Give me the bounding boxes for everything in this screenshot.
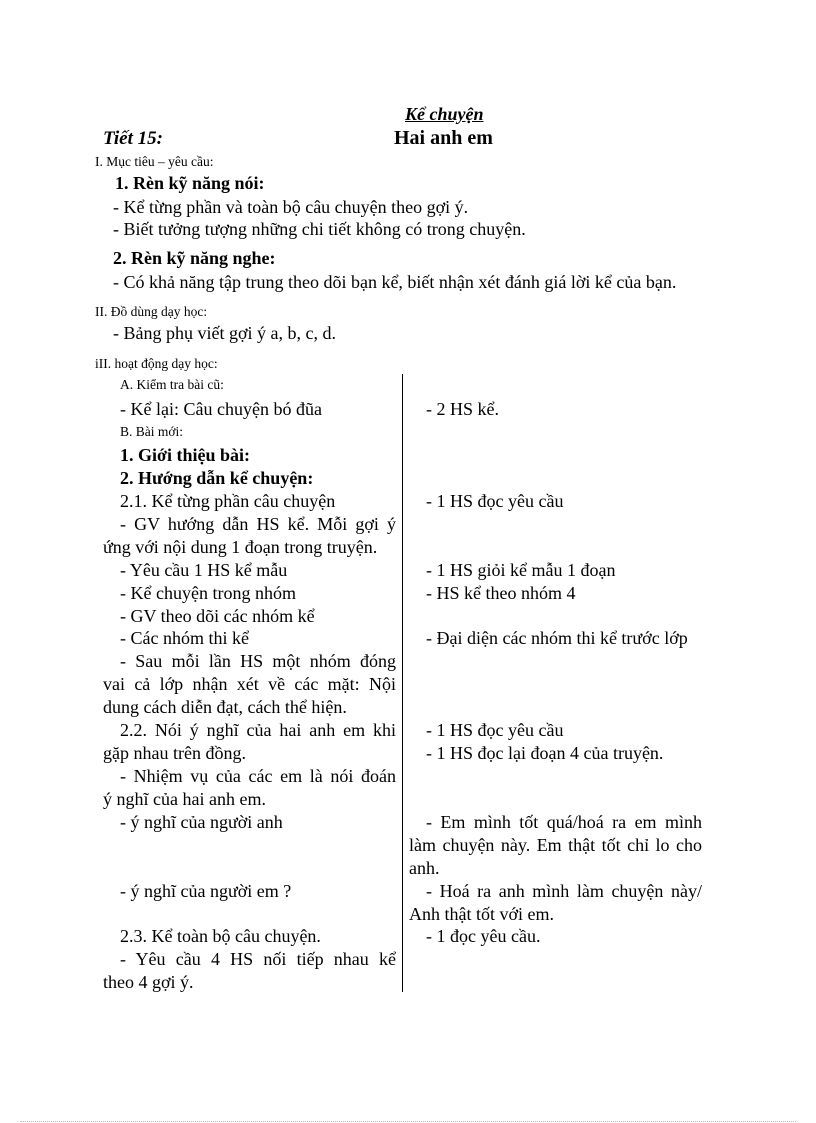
part-b-heading: B. Bài mới: <box>120 424 184 439</box>
left-heading-1: 1. Giới thiệu bài: <box>120 445 250 465</box>
left-line: gặp nhau trên đồng. <box>103 743 246 763</box>
left-line: - Yêu cầu 1 HS kể mẫu <box>120 560 288 580</box>
left-line: - Kể lại: Câu chuyện bó đũa <box>120 399 322 419</box>
right-line: Anh thật tốt với em. <box>409 904 555 924</box>
column-divider <box>402 374 403 992</box>
right-line: - 1 HS giỏi kể mẫu 1 đoạn <box>426 560 616 580</box>
page-title: Hai anh em <box>394 127 493 149</box>
section-1-sub-1: 1. Rèn kỹ năng nói: <box>115 173 265 193</box>
left-line: - Kể chuyện trong nhóm <box>120 583 296 603</box>
section-1-heading: I. Mục tiêu – yêu cầu: <box>95 154 214 169</box>
section-1-item: - Biết tưởng tượng những chi tiết không có trong chuyện. <box>113 219 526 239</box>
left-line: - ý nghĩ của người em ? <box>120 881 292 901</box>
left-line: 2.1. Kể từng phần câu chuyện <box>120 491 336 511</box>
right-line: - HS kể theo nhóm 4 <box>426 583 576 603</box>
right-line: - Em mình tốt quá/hoá ra em mình <box>426 812 702 832</box>
left-line: - Các nhóm thi kể <box>120 628 249 648</box>
left-line: dung cách diễn đạt, cách thể hiện. <box>103 697 347 717</box>
right-line: - 1 đọc yêu cầu. <box>426 926 541 946</box>
right-line: - 1 HS đọc yêu cầu <box>426 720 564 740</box>
left-heading-2: 2. Hướng dẫn kể chuyện: <box>120 468 314 488</box>
right-line: - 2 HS kể. <box>426 399 499 419</box>
part-a-heading: A. Kiểm tra bài cũ: <box>120 377 224 392</box>
left-line: ứng với nội dung 1 đoạn trong truyện. <box>103 537 378 557</box>
section-1-sub-2: 2. Rèn kỹ năng nghe: <box>113 248 276 268</box>
left-line: - Sau mỗi lần HS một nhóm đóng <box>120 651 396 671</box>
page-bottom-edge <box>20 1121 796 1122</box>
left-line: - GV hướng dẫn HS kể. Mỗi gợi ý <box>120 514 396 534</box>
section-1-item: - Kể từng phần và toàn bộ câu chuyện theo gợi ý. <box>113 197 469 217</box>
right-line: - Đại diện các nhóm thi kể trước lớp <box>426 628 688 648</box>
right-line: - 1 HS đọc yêu cầu <box>426 491 564 511</box>
left-line: ý nghĩ của hai anh em. <box>103 789 266 809</box>
left-line: theo 4 gợi ý. <box>103 972 194 992</box>
lesson-number: Tiết 15: <box>103 128 163 149</box>
section-2-heading: II. Đồ dùng dạy học: <box>95 304 208 319</box>
right-line: - 1 HS đọc lại đoạn 4 của truyện. <box>426 743 664 763</box>
left-line: 2.2. Nói ý nghĩ của hai anh em khi <box>120 720 396 740</box>
left-line: - Yêu cầu 4 HS nối tiếp nhau kể <box>120 949 396 969</box>
right-line: - Hoá ra anh mình làm chuyện này/ <box>426 881 702 901</box>
left-line: vai cả lớp nhận xét về các mặt: Nội <box>103 674 396 694</box>
left-line: - Nhiệm vụ của các em là nói đoán <box>120 766 396 786</box>
subject-heading: Kể chuyện <box>405 104 484 124</box>
section-2-item: - Bảng phụ viết gợi ý a, b, c, d. <box>113 323 336 343</box>
section-3-heading: iII. hoạt động dạy học: <box>95 356 218 371</box>
left-line: - GV theo dõi các nhóm kể <box>120 606 315 626</box>
left-line: - ý nghĩ của người anh <box>120 812 283 832</box>
right-line: làm chuyện này. Em thật tốt chỉ lo cho <box>409 835 702 855</box>
left-line: 2.3. Kể toàn bộ câu chuyện. <box>120 926 321 946</box>
section-1-item: - Có khả năng tập trung theo dõi bạn kể, biết nhận xét đánh giá lời kể của bạn. <box>113 272 677 292</box>
right-line: anh. <box>409 858 440 878</box>
